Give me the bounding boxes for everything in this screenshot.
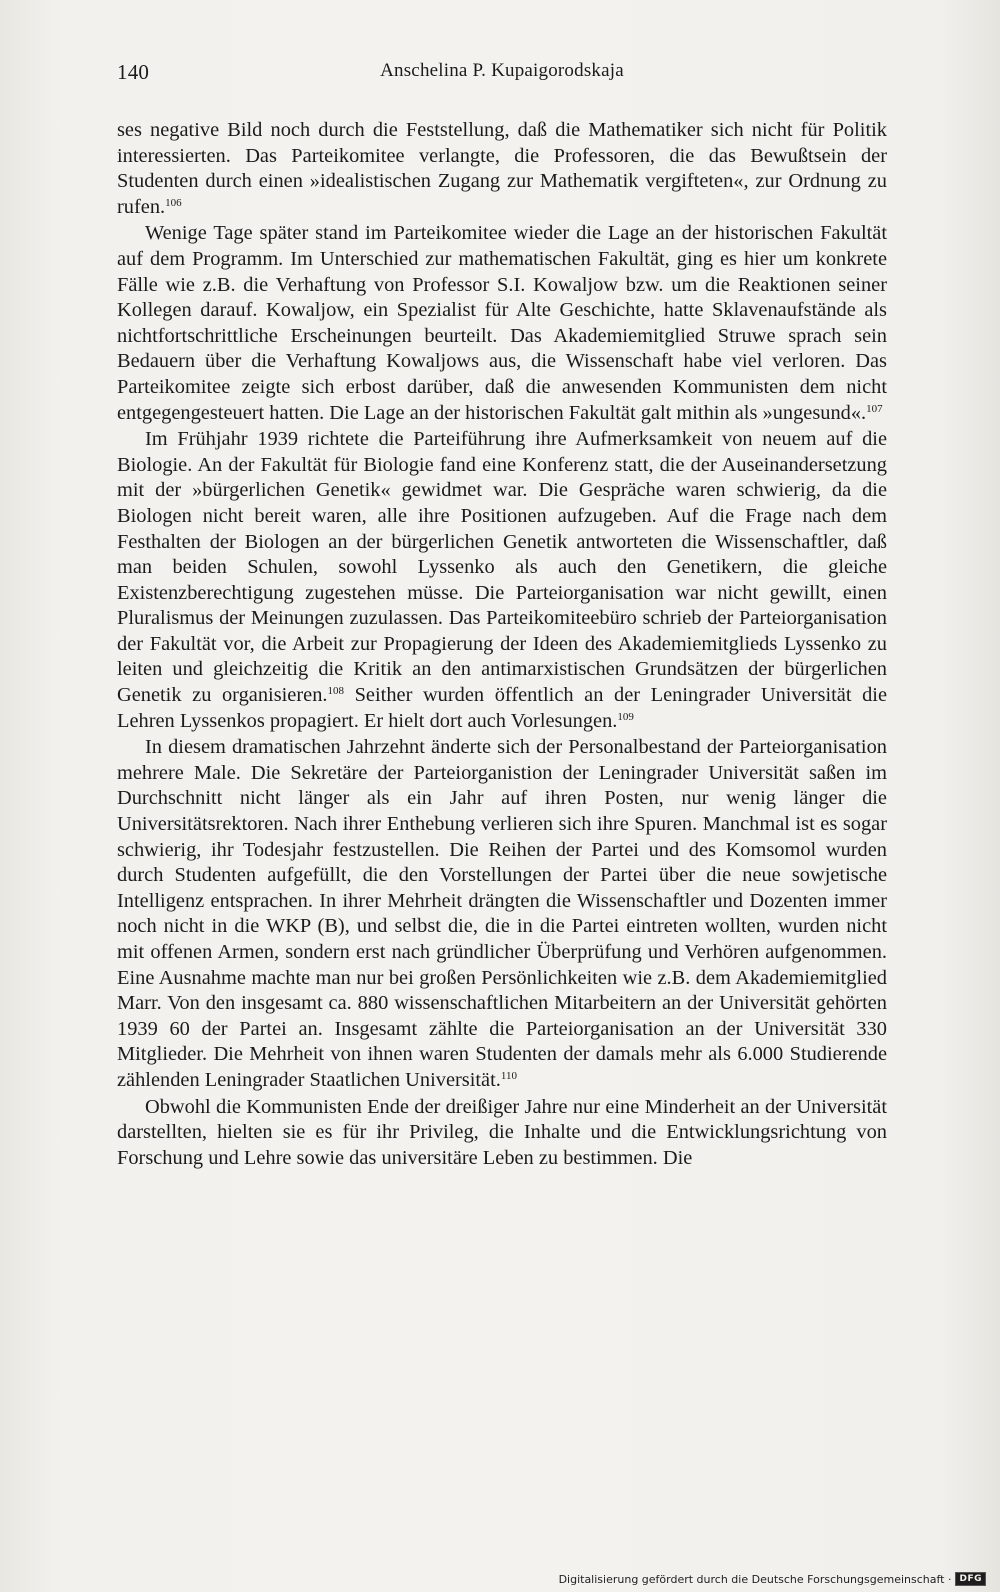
paragraph [117,427,887,734]
body-text [117,118,887,1171]
footnote-reference: 106 [165,196,182,209]
paragraph-text: In diesem dramatischen Jahrzehnt änderte sich der Personalbestand der Parteiorganisation mehrere Male. Die Sekretäre der Parteiorganistion der Leningrader Universität saßen im Durchschnitt nicht länger als ein Jahr auf ihren Posten, nur wenig länger die Universitätsrektoren. Nach ihrer Enthebung verlieren sich ihre Spuren. Manchmal ist es sogar schwierig, ihr Todesjahr festzustellen. Die Reihen der Partei und des Komsomol wurden durch Studenten aufgefüllt, die den Vorstellungen der Partei über die neue sowjetische Intelligenz entsprachen. In ihrer Mehrheit drängten die Wissenschaftler und Dozenten immer noch nicht in die WKP (B), und selbst die, die in die Partei eintreten wollten, wurden nicht mit offenen Armen, sondern erst nach gründlicher Überprüfung und Verhören aufgenommen. Eine Ausnahme machte man nur bei großen Persönlichkeiten wie z.B. dem Akademiemitglied Marr. Von den insgesamt ca. 880 wissenschaftlichen Mitarbeitern an der Universität gehörten 1939 60 der Partei an. Insgesamt zählte die Parteiorganisation an der Universität 330 Mitglieder. Die Mehrheit von ihnen waren Studenten der damals mehr als 6.000 Studierende zählenden Leningrader Staatlichen Universität. [117,736,887,1091]
footnote-reference: 110 [500,1069,517,1082]
paragraph [117,118,887,220]
paragraph [117,221,887,426]
paragraph [117,735,887,1093]
credit-text: Digitalisierung gefördert durch die Deutsche Forschungsgemeinschaft · [558,1572,952,1586]
footnote-reference: 108 [327,685,344,698]
dfg-logo-icon: DFG [955,1572,986,1586]
paragraph-text: Wenige Tage später stand im Parteikomitee wieder die Lage an der historischen Fakultät auf dem Programm. Im Unterschied zur mathematischen Fakultät, ging es hier um konkrete Fälle wie z.B. die Verhaftung von Professor S.I. Kowaljow bzw. um die Reaktionen seiner Kollegen darauf. Kowaljow, ein Spezialist für Alte Geschichte, hatte Sklavenaufstände als nichtfortschrittliche Erscheinungen beurteilt. Das Akademiemitglied Struwe sprach sein Bedauern über die Verhaftung Kowaljows aus, die Wissenschaft habe viel verloren. Das Parteikomitee zeigte sich erbost darüber, daß die anwesenden Kommunisten dem nicht entgegengesteuert hatten. Die Lage an der historischen Fakultät galt mithin als »ungesund«. [117,222,887,424]
paragraph-text: Obwohl die Kommunisten Ende der dreißiger Jahre nur eine Minderheit an der Universität darstellten, hielten sie es für ihr Privileg, die Inhalte und die Entwicklungsrichtung von Forschung und Lehre sowie das universitäre Leben zu bestimmen. Die [117,1095,887,1169]
paragraph [117,1095,887,1172]
page-number: 140 [117,60,150,84]
paragraph-text: Seither wurden öffentlich an der Leningrader Universität die Lehren Lyssenkos propagiert. Er hielt dort auch Vorlesungen. [117,684,888,732]
running-head: Anschelina P. Kupaigorodskaja [380,60,624,81]
digitization-credit [559,1572,986,1586]
footnote-reference: 109 [617,710,634,723]
paragraph-text: ses negative Bild noch durch die Feststellung, daß die Mathematiker sich nicht für Politik interessierten. Das Parteikomitee verlangte, die Professoren, die das Bewußtsein der Studenten durch einen »idealistischen Zugang zur Mathematik vergifteten«, zur Ordnung zu rufen. [117,119,887,218]
paragraph-text: Im Frühjahr 1939 richtete die Parteiführung ihre Aufmerksamkeit von neuem auf die Biologie. An der Fakultät für Biologie fand eine Konferenz statt, die der Auseinandersetzung mit der »bürgerlichen Genetik« gewidmet war. Die Gespräche waren schwierig, da die Biologen nicht bereit waren, alle ihre Positionen aufzugeben. Auf die Frage nach dem Festhalten der Biologen an der bürgerlichen Genetik antworteten die Wissenschaftler, daß man beiden Schulen, sowohl Lyssenko als auch den Genetikern, die gleiche Existenzberechtigung zugestehen müsse. Die Parteiorganisation war nicht gewillt, einen Pluralismus der Meinungen zuzulassen. Das Parteikomiteebüro schrieb der Parteiorganisation der Fakultät vor, die Arbeit zur Propagierung der Ideen des Akademiemitglieds Lyssenko zu leiten und gleichzeitig die Kritik an den antimarxistischen Grundsätzen der bürgerlichen Genetik zu organisieren. [117,428,887,707]
footnote-reference: 107 [866,402,883,415]
page-header [117,60,887,88]
